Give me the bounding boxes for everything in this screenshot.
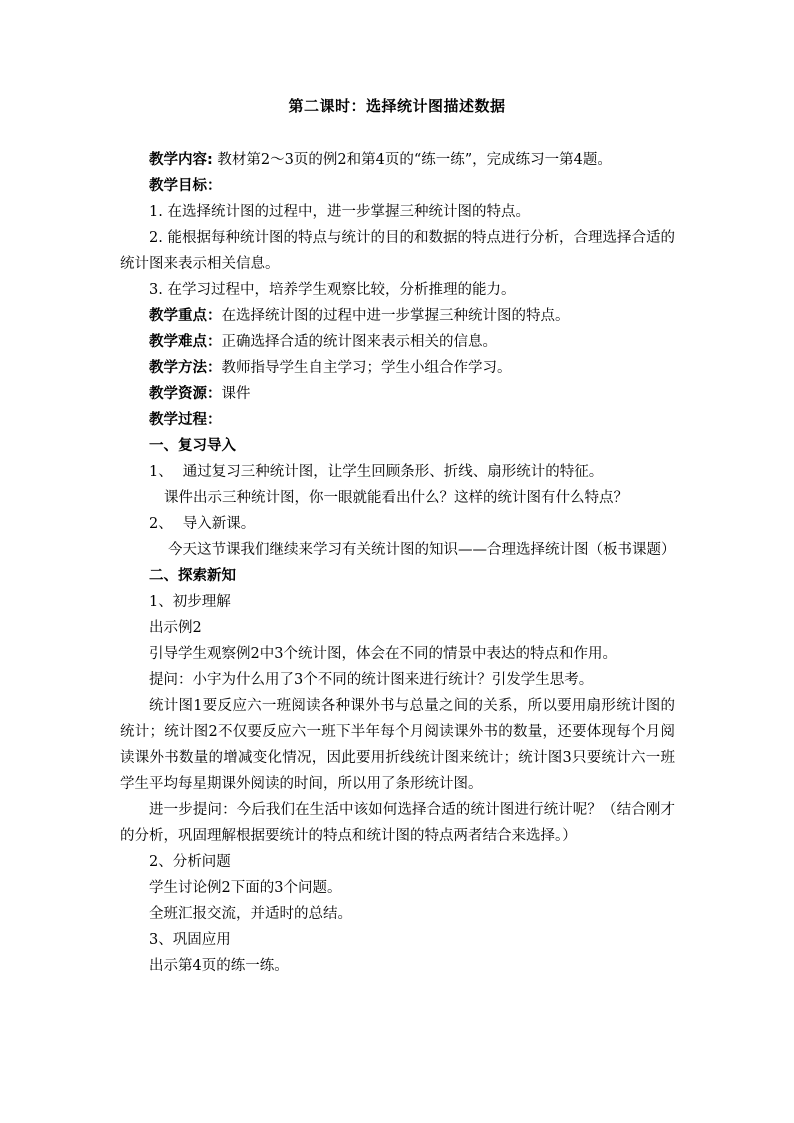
intro-paragraph: 今天这节课我们继续来学习有关统计图的知识——合理选择统计图（板书课题） [168, 542, 676, 558]
section-heading-explore: 二、探索新知 [149, 568, 236, 584]
teaching-content [120, 147, 675, 173]
page-title: 第二课时：选择统计图描述数据 [288, 97, 506, 115]
discuss-line: 学生讨论例2下面的3个问题。 [149, 880, 342, 896]
teaching-difficulty-text: 正确选择合适的统计图来表示相关的信息。 [221, 334, 497, 350]
teaching-content-text: 教材第2～3页的例2和第4页的“练一练”，完成练习一第4题。 [212, 152, 612, 168]
teaching-content-label: 教学内容: [149, 152, 213, 168]
review-item-2 [120, 511, 675, 537]
review-item-1 [120, 459, 675, 485]
step-1-heading: 1、初步理解 [149, 594, 231, 610]
teaching-resource [120, 381, 675, 407]
document-body [120, 147, 675, 979]
teaching-key-point [120, 303, 675, 329]
review-item-2-text: 导入新课。 [182, 516, 256, 532]
goal-3: 3. 在学习过程中，培养学生观察比较，分析推理的能力。 [149, 282, 516, 298]
question-1: 提问：小宇为什么用了3个不同的统计图来进行统计？引发学生思考。 [149, 672, 594, 688]
review-item-1-sub: 课件出示三种统计图，你一眼就能看出什么？这样的统计图有什么特点？ [164, 490, 628, 506]
explanation-paragraph: 统计图1要反应六一班阅读各种课外书与总量之间的关系，所以要用扇形统计图的统计；统计图2不仅要反应六一班下半年每个月阅读课外书的数量，还要体现每个月阅读课外书数量的增减变化情况，因此要用折线统计图来统计；统计图3只要统计六一班学生平均每星期课外阅读的时间，所以用了条形统计图。 [120, 698, 675, 792]
teaching-difficulty [120, 329, 675, 355]
teaching-method [120, 355, 675, 381]
practice-line: 出示第4页的练一练。 [149, 958, 289, 974]
teaching-goals-label: 教学目标： [149, 178, 222, 194]
review-item-1-number: 1、 [149, 464, 173, 480]
step-3-heading: 3、巩固应用 [149, 932, 231, 948]
teaching-key-label: 教学重点： [149, 308, 222, 324]
step-2-heading: 2、分析问题 [149, 854, 231, 870]
review-item-2-number: 2、 [149, 516, 173, 532]
teaching-method-label: 教学方法： [149, 360, 222, 376]
teaching-resource-text: 课件 [221, 386, 251, 402]
report-line: 全班汇报交流，并适时的总结。 [149, 906, 352, 922]
guide-observe: 引导学生观察例2中3个统计图，体会在不同的情景中表达的特点和作用。 [149, 646, 617, 662]
question-2: 进一步提问：今后我们在生活中该如何选择合适的统计图进行统计呢？（结合刚才的分析，巩固理解根据要统计的特点和统计图的特点两者结合来选择。） [120, 802, 675, 844]
example-show: 出示例2 [149, 620, 202, 636]
teaching-method-text: 教师指导学生自主学习；学生小组合作学习。 [221, 360, 512, 376]
teaching-process-label: 教学过程： [149, 412, 222, 428]
section-heading-review: 一、复习导入 [149, 438, 236, 454]
teaching-key-text: 在选择统计图的过程中进一步掌握三种统计图的特点。 [221, 308, 570, 324]
teaching-resource-label: 教学资源： [149, 386, 222, 402]
teaching-difficulty-label: 教学难点： [149, 334, 222, 350]
goal-2: 2. 能根据每种统计图的特点与统计的目的和数据的特点进行分析，合理选择合适的统计图来表示相关信息。 [120, 230, 675, 272]
review-item-1-text: 通过复习三种统计图，让学生回顾条形、折线、扇形统计的特征。 [182, 464, 604, 480]
goal-1: 1. 在选择统计图的过程中，进一步掌握三种统计图的特点。 [149, 204, 530, 220]
